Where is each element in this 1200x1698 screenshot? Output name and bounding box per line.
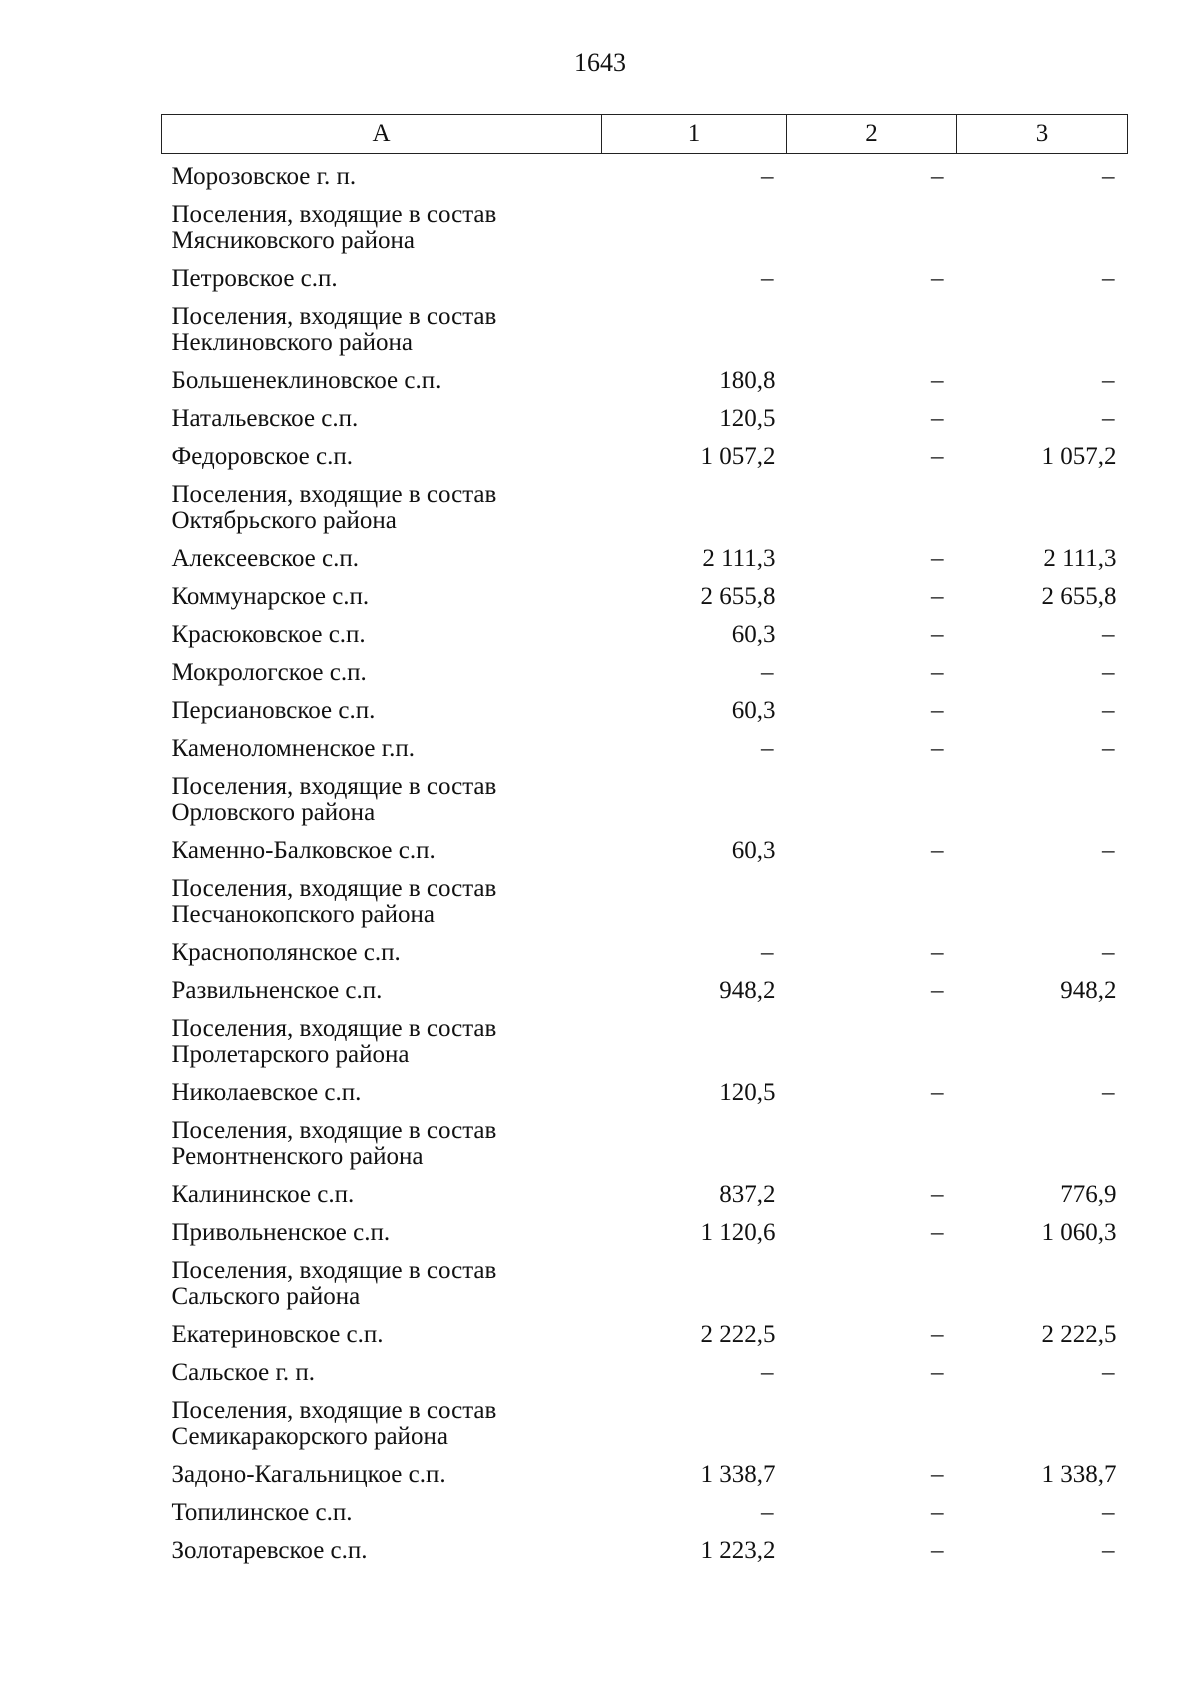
value-cell-col-1 — [602, 1106, 787, 1170]
table-row — [162, 1208, 1128, 1246]
value-cell-col-2: – — [931, 939, 944, 966]
value-cell-col-2: – — [931, 977, 944, 1004]
settlement-name-cell: Персиановское с.п. — [171, 697, 376, 724]
settlement-name-cell: Алексеевское с.п. — [171, 545, 359, 572]
value-cell-col-2: – — [931, 545, 944, 572]
value-cell-col-3: – — [1102, 405, 1115, 432]
value-cell-col-3 — [957, 470, 1128, 534]
value-cell-col-1: 180,8 — [719, 367, 776, 394]
value-cell-col-1 — [602, 1246, 787, 1310]
settlement-name-cell: Краснополянское с.п. — [171, 939, 401, 966]
table-group-row — [162, 470, 1128, 534]
value-cell-col-2 — [787, 292, 957, 356]
table-row — [162, 1526, 1128, 1564]
settlement-name-cell: Натальевское с.п. — [171, 405, 359, 432]
value-cell-col-1 — [602, 292, 787, 356]
value-cell-col-3: 776,9 — [1060, 1181, 1117, 1208]
value-cell-col-2: – — [931, 265, 944, 292]
value-cell-col-2: – — [931, 837, 944, 864]
settlement-name-cell: Развильненское с.п. — [171, 977, 383, 1004]
column-header-2: 2 — [787, 115, 957, 154]
value-cell-col-2 — [787, 1004, 957, 1068]
value-cell-col-2 — [787, 190, 957, 254]
value-cell-col-2: – — [931, 1079, 944, 1106]
value-cell-col-3: – — [1102, 735, 1115, 762]
value-cell-col-2 — [787, 1106, 957, 1170]
group-heading-cell: Поселения, входящие в состав Сальского района — [171, 1257, 497, 1310]
value-cell-col-2 — [787, 864, 957, 928]
value-cell-col-1: 1 120,6 — [700, 1219, 776, 1246]
value-cell-col-2: – — [931, 1359, 944, 1386]
group-heading-cell: Поселения, входящие в состав Мясниковского района — [171, 201, 497, 254]
table-row — [162, 1068, 1128, 1106]
table-row — [162, 724, 1128, 762]
table-row — [162, 686, 1128, 724]
table-group-row — [162, 1246, 1128, 1310]
table-row — [162, 610, 1128, 648]
value-cell-col-2: – — [931, 1219, 944, 1246]
value-cell-col-2 — [787, 762, 957, 826]
value-cell-col-3: – — [1102, 1537, 1115, 1564]
value-cell-col-2: – — [931, 1321, 944, 1348]
value-cell-col-3: 1 057,2 — [1041, 443, 1117, 470]
value-cell-col-2: – — [931, 1537, 944, 1564]
table-group-row — [162, 1004, 1128, 1068]
value-cell-col-1: – — [761, 659, 774, 686]
settlement-name-cell: Топилинское с.п. — [171, 1499, 353, 1526]
value-cell-col-1: 837,2 — [719, 1181, 776, 1208]
table-group-row — [162, 1106, 1128, 1170]
value-cell-col-3: 1 338,7 — [1041, 1461, 1117, 1488]
budget-table — [161, 114, 1128, 1564]
value-cell-col-1 — [602, 190, 787, 254]
value-cell-col-2: – — [931, 405, 944, 432]
value-cell-col-1: 1 338,7 — [700, 1461, 776, 1488]
table-row — [162, 254, 1128, 292]
value-cell-col-3: – — [1102, 367, 1115, 394]
value-cell-col-1: – — [761, 1359, 774, 1386]
settlement-name-cell: Калининское с.п. — [171, 1181, 355, 1208]
value-cell-col-1: 60,3 — [731, 697, 776, 724]
value-cell-col-3: – — [1102, 1499, 1115, 1526]
value-cell-col-2: – — [931, 1181, 944, 1208]
value-cell-col-3: – — [1102, 1079, 1115, 1106]
table-row — [162, 572, 1128, 610]
value-cell-col-2: – — [931, 1461, 944, 1488]
value-cell-col-3 — [957, 1106, 1128, 1170]
value-cell-col-3: – — [1102, 837, 1115, 864]
value-cell-col-2: – — [931, 621, 944, 648]
group-heading-cell: Поселения, входящие в состав Октябрьского района — [171, 481, 497, 534]
value-cell-col-2: – — [931, 659, 944, 686]
settlement-name-cell: Красюковское с.п. — [171, 621, 366, 648]
table-group-row — [162, 292, 1128, 356]
settlement-name-cell: Морозовское г. п. — [171, 163, 357, 190]
table-group-row — [162, 190, 1128, 254]
table-group-row — [162, 1386, 1128, 1450]
value-cell-col-3: – — [1102, 1359, 1115, 1386]
value-cell-col-2 — [787, 1386, 957, 1450]
value-cell-col-3: – — [1102, 697, 1115, 724]
value-cell-col-1: 2 111,3 — [702, 545, 776, 572]
table-row — [162, 928, 1128, 966]
table-row — [162, 534, 1128, 572]
value-cell-col-3 — [957, 864, 1128, 928]
group-heading-cell: Поселения, входящие в состав Орловского района — [171, 773, 497, 826]
value-cell-col-1: 120,5 — [719, 405, 776, 432]
value-cell-col-1: 60,3 — [731, 837, 776, 864]
value-cell-col-1: – — [761, 265, 774, 292]
settlement-name-cell: Петровское с.п. — [171, 265, 338, 292]
table-header — [162, 115, 1128, 154]
table-group-row — [162, 762, 1128, 826]
value-cell-col-3 — [957, 1004, 1128, 1068]
settlement-name-cell: Каменоломненское г.п. — [171, 735, 416, 762]
table-body — [162, 154, 1128, 1565]
value-cell-col-1 — [602, 762, 787, 826]
value-cell-col-2: – — [931, 697, 944, 724]
value-cell-col-1 — [602, 470, 787, 534]
table-row — [162, 1488, 1128, 1526]
table-row — [162, 1450, 1128, 1488]
value-cell-col-2: – — [931, 1499, 944, 1526]
settlement-name-cell: Сальское г. п. — [171, 1359, 316, 1386]
value-cell-col-3: 2 222,5 — [1041, 1321, 1117, 1348]
value-cell-col-1: 2 222,5 — [700, 1321, 776, 1348]
value-cell-col-3: – — [1102, 163, 1115, 190]
value-cell-col-1: – — [761, 735, 774, 762]
value-cell-col-2 — [787, 1246, 957, 1310]
table-row — [162, 648, 1128, 686]
group-heading-cell: Поселения, входящие в состав Ремонтненского района — [171, 1117, 497, 1170]
value-cell-col-1: 60,3 — [731, 621, 776, 648]
group-heading-cell: Поселения, входящие в состав Песчанокопского района — [171, 875, 497, 928]
value-cell-col-3: – — [1102, 265, 1115, 292]
settlement-name-cell: Привольненское с.п. — [171, 1219, 391, 1246]
value-cell-col-3 — [957, 292, 1128, 356]
value-cell-col-1 — [602, 1004, 787, 1068]
column-header-1: 1 — [602, 115, 787, 154]
value-cell-col-1: – — [761, 1499, 774, 1526]
value-cell-col-3: 948,2 — [1060, 977, 1117, 1004]
value-cell-col-2: – — [931, 367, 944, 394]
value-cell-col-1: 948,2 — [719, 977, 776, 1004]
table-row — [162, 826, 1128, 864]
settlement-name-cell: Золотаревское с.п. — [171, 1537, 368, 1564]
group-heading-cell: Поселения, входящие в состав Семикаракорского района — [171, 1397, 497, 1450]
value-cell-col-2: – — [931, 735, 944, 762]
table-row — [162, 1310, 1128, 1348]
value-cell-col-1: 120,5 — [719, 1079, 776, 1106]
header-row — [162, 115, 1128, 154]
value-cell-col-1 — [602, 1386, 787, 1450]
table-row — [162, 394, 1128, 432]
column-header-a: А — [162, 115, 602, 154]
settlement-name-cell: Федоровское с.п. — [171, 443, 353, 470]
settlement-name-cell: Задоно-Кагальницкое с.п. — [171, 1461, 446, 1488]
value-cell-col-1: 1 057,2 — [700, 443, 776, 470]
table-row — [162, 432, 1128, 470]
value-cell-col-2: – — [931, 443, 944, 470]
value-cell-col-3: – — [1102, 659, 1115, 686]
settlement-name-cell: Коммунарское с.п. — [171, 583, 370, 610]
value-cell-col-1: – — [761, 163, 774, 190]
settlement-name-cell: Большенеклиновское с.п. — [171, 367, 442, 394]
table-row — [162, 1170, 1128, 1208]
settlement-name-cell: Каменно-Балковское с.п. — [171, 837, 436, 864]
value-cell-col-2: – — [931, 163, 944, 190]
settlement-name-cell: Екатериновское с.п. — [171, 1321, 384, 1348]
value-cell-col-1: 2 655,8 — [700, 583, 776, 610]
value-cell-col-3: 1 060,3 — [1041, 1219, 1117, 1246]
value-cell-col-3: – — [1102, 939, 1115, 966]
table-row — [162, 154, 1128, 191]
group-heading-cell: Поселения, входящие в состав Пролетарского района — [171, 1015, 497, 1068]
value-cell-col-3 — [957, 1386, 1128, 1450]
table-group-row — [162, 864, 1128, 928]
value-cell-col-3: 2 111,3 — [1043, 545, 1117, 572]
page-number: 1643 — [574, 48, 626, 77]
value-cell-col-1 — [602, 864, 787, 928]
table-row — [162, 1348, 1128, 1386]
value-cell-col-1: – — [761, 939, 774, 966]
column-header-3: 3 — [957, 115, 1128, 154]
value-cell-col-1: 1 223,2 — [700, 1537, 776, 1564]
value-cell-col-3: – — [1102, 621, 1115, 648]
table-row — [162, 966, 1128, 1004]
value-cell-col-3 — [957, 190, 1128, 254]
value-cell-col-3: 2 655,8 — [1041, 583, 1117, 610]
group-heading-cell: Поселения, входящие в состав Неклиновского района — [171, 303, 497, 356]
table-row — [162, 356, 1128, 394]
value-cell-col-3 — [957, 762, 1128, 826]
settlement-name-cell: Мокрологское с.п. — [171, 659, 367, 686]
settlement-name-cell: Николаевское с.п. — [171, 1079, 362, 1106]
value-cell-col-2: – — [931, 583, 944, 610]
value-cell-col-3 — [957, 1246, 1128, 1310]
value-cell-col-2 — [787, 470, 957, 534]
